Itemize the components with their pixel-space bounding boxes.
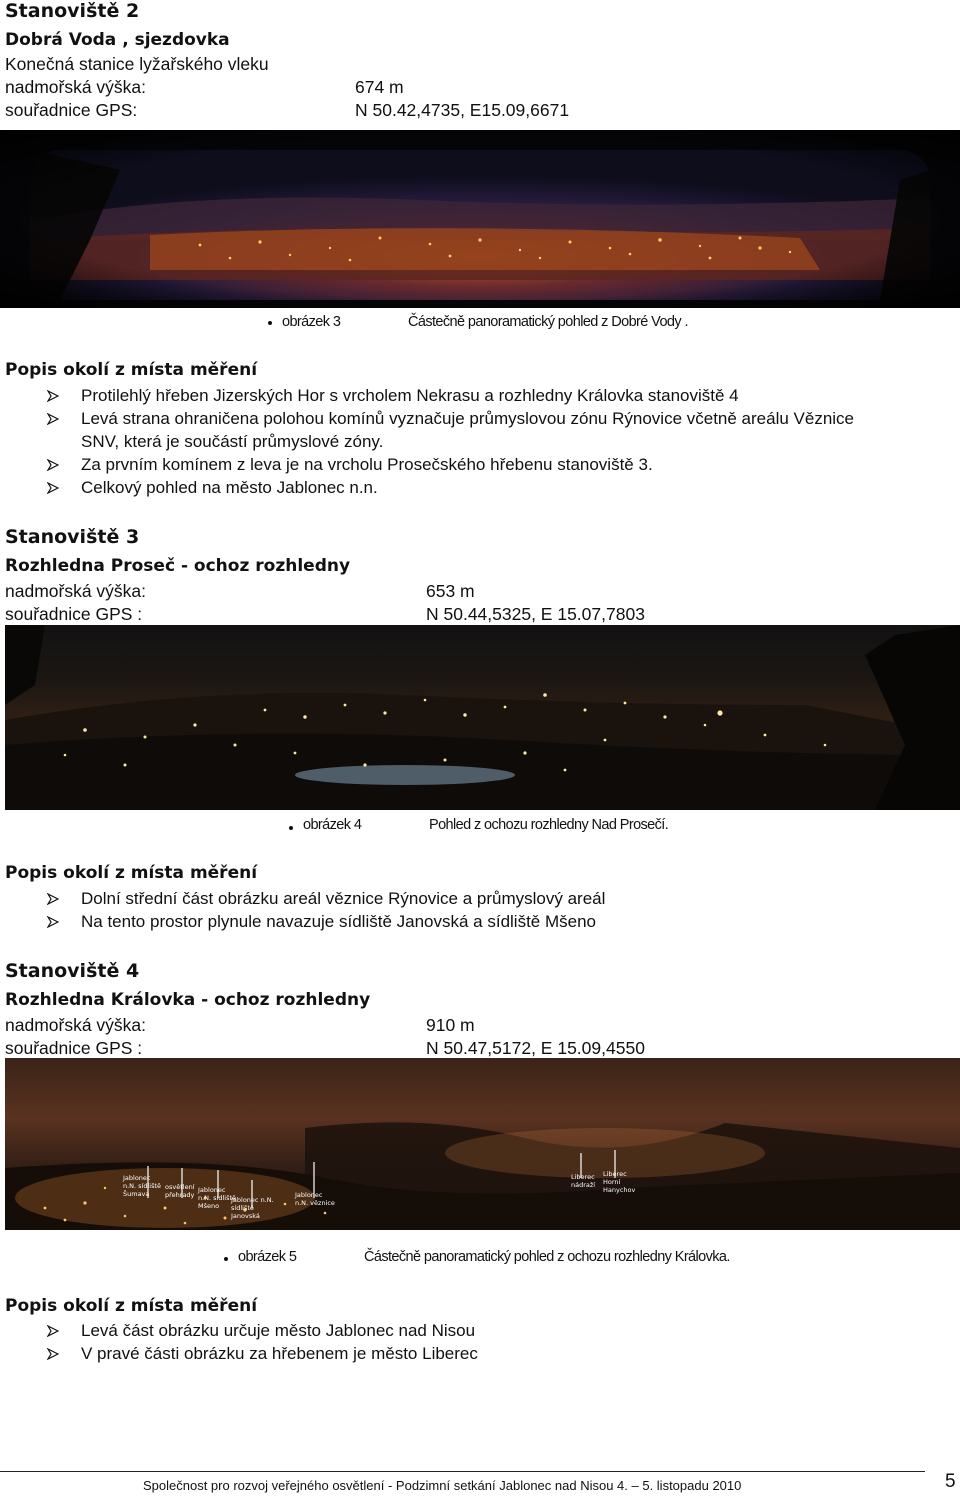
bullet-arrow-icon (47, 916, 59, 928)
photo-label-prehrada: osvětlení přehrady (165, 1183, 195, 1199)
photo-label-veznice: Jablonec n.N. věznice (295, 1191, 335, 1207)
surroundings2-item: Levá strana ohraničena polohou komínů vyznačuje průmyslovou zónu Rýnovice včetně areálu Věznice (81, 409, 855, 428)
caption4-label: obrázek 4 (303, 817, 362, 833)
photo-label-liberec-nadrazi: Liberec nádraží (571, 1173, 596, 1189)
section2-gps-value: N 50.42,4735, E15.09,6671 (355, 100, 570, 120)
section4-subheading: Rozhledna Královka - ochoz rozhledny (5, 990, 371, 1010)
section4-gps-value: N 50.47,5172, E 15.09,4550 (426, 1038, 645, 1058)
photo-kralovka-panorama (5, 1058, 960, 1230)
bullet-arrow-icon (47, 390, 59, 402)
section3-altitude-value: 653 m (426, 581, 475, 601)
surroundings4-item: V pravé části obrázku za hřebenem je město Liberec (81, 1344, 478, 1363)
surroundings2-heading: Popis okolí z místa měření (5, 360, 258, 380)
caption3-bullet (268, 321, 272, 325)
section2-altitude-label: nadmořská výška: (5, 77, 147, 97)
section2-gps-label: souřadnice GPS: (5, 100, 138, 120)
section3-subheading: Rozhledna Proseč - ochoz rozhledny (5, 556, 351, 576)
caption5-label: obrázek 5 (238, 1249, 297, 1265)
section4-heading: Stanoviště 4 (5, 960, 140, 982)
photo-label-janovska: Jablonec n.N. sídliště Janovská (231, 1196, 274, 1220)
surroundings3-item: Na tento prostor plynule navazuje sídliště Janovská a sídliště Mšeno (81, 912, 596, 931)
section2-subheading: Dobrá Voda , sjezdovka (5, 30, 230, 50)
section2-heading: Stanoviště 2 (5, 0, 140, 22)
surroundings2-item-continuation: SNV, která je součástí průmyslové zóny. (81, 432, 384, 451)
section3-altitude-label: nadmořská výška: (5, 581, 147, 601)
photo-label-hanychov: Liberec Horní Hanychov (603, 1170, 636, 1194)
caption4-bullet (289, 826, 293, 830)
surroundings3-item: Dolní střední část obrázku areál věznice Rýnovice a průmyslový areál (81, 889, 606, 908)
section4-altitude-value: 910 m (426, 1015, 475, 1035)
caption3-text: Částečně panoramatický pohled z Dobré Vody . (408, 314, 688, 330)
caption5-text: Částečně panoramatický pohled z ochozu rozhledny Královka. (364, 1249, 730, 1265)
section3-gps-label: souřadnice GPS : (5, 604, 143, 624)
page-number: 5 (945, 1471, 956, 1492)
section4-altitude-label: nadmořská výška: (5, 1015, 147, 1035)
caption4-text: Pohled z ochozu rozhledny Nad Prosečí. (429, 817, 669, 833)
surroundings3-heading: Popis okolí z místa měření (5, 863, 258, 883)
bullet-arrow-icon (47, 482, 59, 494)
photo-prosec-view (5, 625, 960, 810)
section4-gps-label: souřadnice GPS : (5, 1038, 143, 1058)
photo-label-sumava: Jablonec n.N. sídliště Šumava (123, 1174, 162, 1198)
photo-label-mseno: Jablonec n.N. sídliště Mšeno (198, 1186, 237, 1210)
surroundings4-heading: Popis okolí z místa měření (5, 1296, 258, 1316)
bullet-arrow-icon (47, 893, 59, 905)
photo-dobra-voda-panorama (0, 130, 960, 308)
bullet-arrow-icon (47, 459, 59, 471)
section3-heading: Stanoviště 3 (5, 526, 140, 548)
section3-gps-value: N 50.44,5325, E 15.07,7803 (426, 604, 645, 624)
footer-divider (0, 1471, 925, 1472)
caption5-bullet (224, 1257, 228, 1261)
bullet-arrow-icon (47, 1325, 59, 1337)
footer-text: Společnost pro rozvoj veřejného osvětlení - Podzimní setkání Jablonec nad Nisou 4. – 5. listopadu 2010 (143, 1478, 742, 1493)
section2-description: Konečná stanice lyžařského vleku (5, 54, 269, 74)
caption3-label: obrázek 3 (282, 314, 341, 330)
section2-altitude-value: 674 m (355, 77, 404, 97)
surroundings2-item: Protilehlý hřeben Jizerských Hor s vrcholem Nekrasu a rozhledny Královka stanoviště 4 (81, 386, 739, 405)
bullet-arrow-icon (47, 413, 59, 425)
bullet-arrow-icon (47, 1348, 59, 1360)
surroundings2-item: Celkový pohled na město Jablonec n.n. (81, 478, 378, 497)
surroundings4-item: Levá část obrázku určuje město Jablonec nad Nisou (81, 1321, 476, 1340)
surroundings2-item: Za prvním komínem z leva je na vrcholu Prosečského hřebenu stanoviště 3. (81, 455, 653, 474)
